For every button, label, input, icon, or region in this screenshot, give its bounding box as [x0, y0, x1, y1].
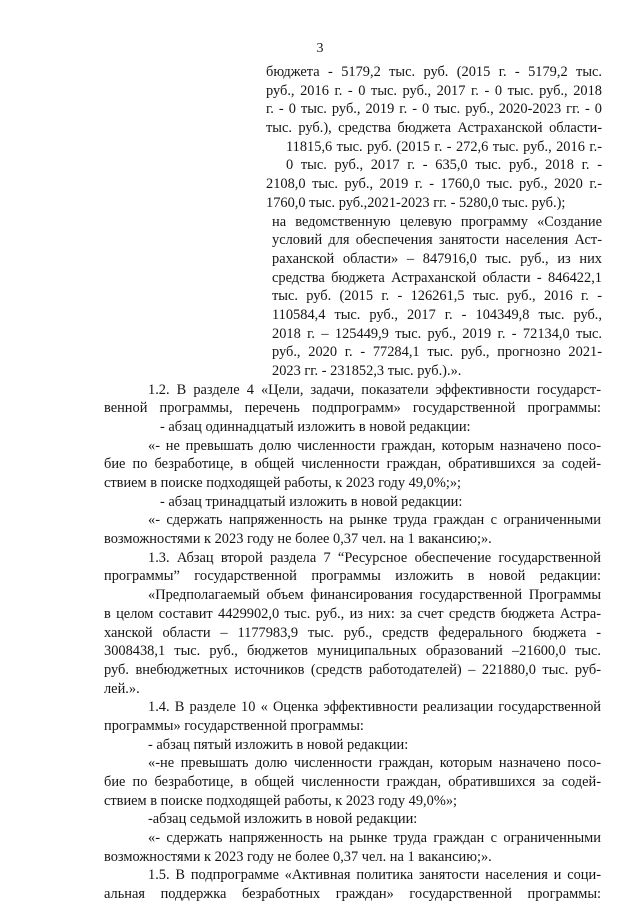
page-number: 3	[316, 41, 324, 56]
text-line: руб., 2016 г. - 0 тыс. руб., 2017 г. - 0 тыс. руб., 2018	[266, 82, 602, 99]
text-line: «- сдержать напряженность на рынке труда граждан с ограниченными	[148, 512, 601, 529]
text-line: руб. внебюджетных источников (средств работодателей) – 221880,0 тыс. руб-	[104, 661, 601, 678]
text-line: 3008438,1 тыс. руб., бюджетов муниципальных образований –21600,0 тыс.	[104, 643, 601, 660]
text-line: 110584,4 тыс. руб., 2017 г. - 104349,8 тыс. руб.,	[272, 306, 602, 323]
text-line: «Предполагаемый объем финансирования государственной Программы	[148, 587, 601, 604]
text-line: венной программы, перечень подпрограмм» государственной программы:	[104, 400, 601, 417]
text-line: возможностями к 2023 году не более 0,37 чел. на 1 вакансию;».	[104, 531, 492, 547]
text-line: ствием в поиске подходящей работы, к 2023 году 49,0%;»;	[104, 475, 462, 491]
text-line: 2018 г. – 125449,9 тыс. руб., 2019 г. - 72134,0 тыс.	[272, 325, 602, 342]
text-line: г. - 0 тыс. руб., 2019 г. - 0 тыс. руб., 2020-2023 гг. - 0	[266, 101, 602, 118]
text-line: «-не превышать долю численности граждан, которым назначено посо-	[148, 755, 601, 772]
text-line: 11815,6 тыс. руб. (2015 г. - 272,6 тыс. руб., 2016 г.-	[286, 138, 602, 155]
text-line: бие по безработице, в общей численности граждан, обратившихся за содей-	[104, 456, 601, 473]
text-line: условий для обеспечения занятости населения Аст-	[272, 232, 602, 249]
text-line: в целом составит 4429902,0 тыс. руб., из них: за счет средств бюджета Астра-	[104, 605, 601, 622]
text-line: программы» государственной программы:	[104, 717, 364, 734]
text-line: программы” государственной программы изложить в новой редакции:	[104, 568, 601, 585]
text-line: альная поддержка безработных граждан» государственной программы:	[104, 886, 601, 902]
text-line: ствием в поиске подходящей работы, к 2023 году 49,0%»;	[104, 792, 458, 809]
text-line: бюджета - 5179,2 тыс. руб. (2015 г. - 5179,2 тыс.	[266, 64, 602, 80]
text-line: средства бюджета Астраханской области - 846422,1	[272, 269, 602, 286]
text-line: 0 тыс. руб., 2017 г. - 635,0 тыс. руб., 2018 г. -	[286, 157, 602, 174]
text-line: -абзац седьмой изложить в новой редакции:	[148, 811, 418, 828]
text-line: 2108,0 тыс. руб., 2019 г. - 1760,0 тыс. руб., 2020 г.-	[266, 176, 602, 193]
text-line: «- сдержать напряженность на рынке труда граждан с ограниченными	[148, 830, 601, 846]
section-heading-1-3: 1.3. Абзац второй раздела 7 “Ресурсное обеспечение государственной	[148, 549, 601, 566]
section-heading-1-2: 1.2. В разделе 4 «Цели, задачи, показатели эффективности государст-	[148, 381, 601, 398]
text-line: 1760,0 тыс. руб.,2021-2023 гг. - 5280,0 тыс. руб.);	[266, 194, 566, 211]
text-line: тыс. руб.), средства бюджета Астраханской области-	[266, 120, 602, 136]
text-line: - абзац пятый изложить в новой редакции:	[148, 736, 409, 753]
text-line: «- не превышать долю численности граждан, которым назначено посо-	[148, 437, 601, 454]
text-line: на ведомственную целевую программу «Создание	[272, 213, 602, 230]
text-line: руб., 2020 г. - 77284,1 тыс. руб., прогнозно 2021-	[272, 344, 602, 361]
text-line: ханской области – 1177983,9 тыс. руб., средств федерального бюджета -	[104, 624, 601, 641]
text-line: раханской области» – 847916,0 тыс. руб., из них	[272, 250, 602, 267]
text-line: - абзац одиннадцатый изложить в новой редакции:	[160, 419, 471, 435]
text-line: - абзац тринадцатый изложить в новой редакции:	[160, 493, 463, 510]
text-line: тыс. руб. (2015 г. - 126261,5 тыс. руб., 2016 г. -	[272, 288, 602, 305]
text-line: возможностями к 2023 году не более 0,37 чел. на 1 вакансию;».	[104, 848, 492, 865]
text-line: лей.».	[104, 680, 140, 697]
text-line: бие по безработице, в общей численности граждан, обратившихся за содей-	[104, 773, 601, 790]
text-line: 2023 гг. - 231852,3 тыс. руб.).».	[272, 362, 462, 379]
section-heading-1-5: 1.5. В подпрограмме «Активная политика занятости населения и соци-	[148, 867, 601, 884]
section-heading-1-4: 1.4. В разделе 10 « Оценка эффективности реализации государственной	[148, 699, 601, 716]
